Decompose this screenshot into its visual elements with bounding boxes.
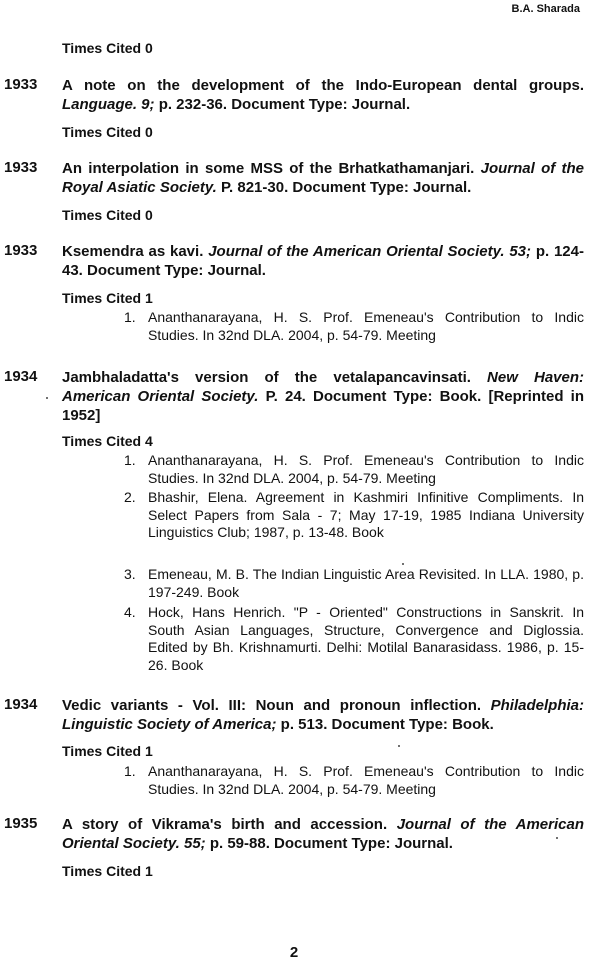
citation-text: Ananthanarayana, H. S. Prof. Emeneau's Contribution to Indic Studies. In 32nd DLA. 2004, p. 54-79. Meeting (148, 309, 584, 343)
citation-text: Ananthanarayana, H. S. Prof. Emeneau's Contribution to Indic Studies. In 32nd DLA. 2004, p. 54-79. Meeting (148, 452, 584, 486)
entry-title: Vedic variants - Vol. III: Noun and pronoun inflection. (62, 697, 482, 714)
citation-text: Emeneau, M. B. The Indian Linguistic Area Revisited. In LLA. 1980, p. 197-249. Book (148, 566, 584, 600)
entry-title: An interpolation in some MSS of the Brhatkathamanjari. (62, 160, 475, 177)
entry-details: P. 24. Document Type: Book. [Reprinted in 1952] (62, 388, 584, 424)
entry-text (62, 696, 584, 734)
entry-title: Jambhaladatta's version of the vetalapancavinsati. (62, 369, 471, 386)
times-cited: Times Cited 0 (62, 207, 153, 223)
scan-speck (556, 837, 558, 839)
citation-number: 2. (124, 489, 136, 505)
citation-item (124, 763, 584, 798)
times-cited: Times Cited 1 (62, 290, 153, 306)
entry-text (62, 242, 584, 280)
entry-source: Philadelphia: Linguistic Society of America; (62, 697, 584, 733)
running-header-author: B.A. Sharada (511, 3, 580, 15)
entry-year: 1933 (4, 242, 38, 259)
citation-text: Hock, Hans Henrich. "P - Oriented" Constructions in Sanskrit. In South Asian Languages, Structure, Convergence and Diglossia. Edited by Bh. Krishnamurti. Delhi: Motilal Banarasidass. 1986, p. 15-26. Book (148, 604, 584, 673)
entry-year: 1934 (4, 696, 38, 713)
citation-item (124, 489, 584, 542)
entry-source: New Haven: American Oriental Society. (62, 369, 585, 405)
scan-speck (402, 563, 404, 565)
times-cited: Times Cited 1 (62, 863, 153, 879)
entry-title: Ksemendra as kavi. (62, 243, 204, 260)
citation-item (124, 309, 584, 344)
entry-year: 1934 (4, 368, 38, 385)
entry-source: Journal of the American Oriental Society. 55; (62, 816, 584, 852)
times-cited: Times Cited 4 (62, 433, 153, 449)
entry-source: Journal of the Royal Asiatic Society. (62, 160, 584, 196)
entry-source: Journal of the American Oriental Society. 53; (208, 243, 532, 260)
citation-number: 1. (124, 763, 136, 779)
scan-speck (398, 745, 400, 747)
entry-text (62, 159, 584, 197)
scan-speck (46, 397, 48, 399)
citation-item (124, 566, 584, 601)
citation-item (124, 604, 584, 674)
entry-details: p. 124-43. Document Type: Journal. (62, 243, 584, 279)
entry-year: 1933 (4, 159, 38, 176)
entry-details: p. 232-36. Document Type: Journal. (158, 96, 411, 113)
entry-year: 1935 (4, 815, 38, 832)
page-number: 2 (289, 944, 299, 961)
citation-number: 4. (124, 604, 136, 620)
times-cited: Times Cited 0 (62, 124, 153, 140)
citation-item (124, 452, 584, 487)
entry-title: A story of Vikrama's birth and accession. (62, 816, 388, 833)
entry-year: 1933 (4, 76, 38, 93)
entry-source: Language. 9; (62, 96, 155, 113)
entry-details: p. 513. Document Type: Book. (280, 716, 494, 733)
entry-details: P. 821-30. Document Type: Journal. (220, 179, 472, 196)
entry-details: p. 59-88. Document Type: Journal. (209, 835, 453, 852)
entry-text (62, 368, 584, 425)
citation-text: Ananthanarayana, H. S. Prof. Emeneau's Contribution to Indic Studies. In 32nd DLA. 2004, p. 54-79. Meeting (148, 763, 584, 797)
citation-number: 1. (124, 452, 136, 468)
entry-title: A note on the development of the Indo-European dental groups. (62, 77, 584, 94)
entry-text (62, 76, 584, 114)
entry-text (62, 815, 584, 853)
top-times-cited: Times Cited 0 (62, 40, 153, 56)
citation-number: 3. (124, 566, 136, 582)
citation-text: Bhashir, Elena. Agreement in Kashmiri Infinitive Compliments. In Select Papers from Sala - 7; May 17-19, 1985 Indiana University Linguistics Club; 1987, p. 13-48. Book (148, 489, 584, 540)
citation-number: 1. (124, 309, 136, 325)
times-cited: Times Cited 1 (62, 743, 153, 759)
